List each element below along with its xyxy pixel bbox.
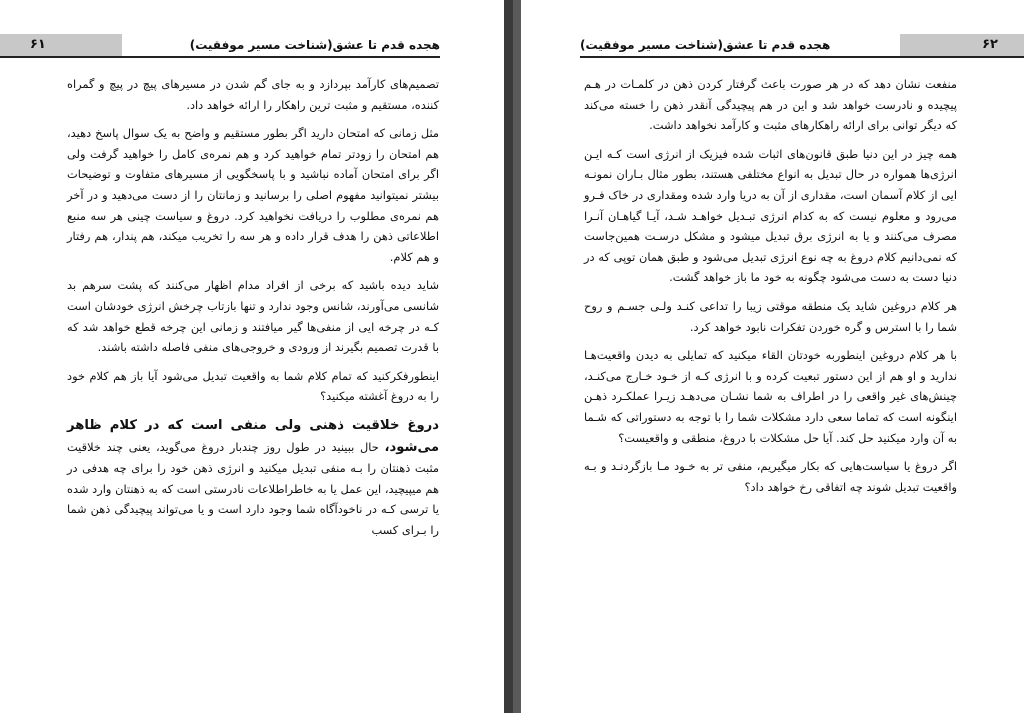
- right-page-body: [584, 74, 957, 505]
- book-gutter: [504, 0, 513, 713]
- right-header-title: هجده قدم تا عشق(شناخت مسیر موفقیت): [580, 38, 831, 52]
- bold-lead-sentence: دروغ خلاقیت ذهنی ولی منفی است که در کلام ظاهر می‌شود،: [67, 417, 439, 455]
- right-page-number: ۶۲: [900, 34, 1024, 56]
- paragraph: اگر دروغ یا سیاست‌هایی که بکار میگیریم، منفی تر به خـود مـا بازگردنـد و بـه واقعیت تبدیل شوند چه اتفاقی رخ خواهد داد؟: [584, 459, 957, 494]
- paragraph: مثل زمانی که امتحان دارید اگر بطور مستقیم و واضح به یک سوال پاسخ دهید، هم امتحان را زودتر تمام خواهید کرد و هم نمره‌ی کامل را خواهید گرفت ولی اگر برای امتحان آماده نباشید و با پاسخگویی از مسیرهای متفاوت و توضیحات بیشتر نمیتوانید مفهوم اصلی را برسانید و زمانتان را از دست می‌دهید و در آخر هم نمره‌ی مطلوب را دریافت نخواهید کرد. دروغ و سیاست چینی هر سه منبع اطلاعاتی ذهن را هدف قرار داده و هر سه را تخریب میکند، هم پندار، هم رفتار و هم کلام.: [67, 126, 439, 264]
- right-page-header: [580, 34, 1024, 58]
- left-page-number: ۶۱: [0, 34, 122, 56]
- paragraph: شاید دیده باشید که برخی از افراد مدام اظهار می‌کنند که پشت سرهم بد شانسی می‌آورند، شانس وجود ندارد و تنها بازتاب چرخش انرژی خودشان است کـه در چرخه ایی از منفی‌ها گیر میافتند و زمانی این چرخه قطع خواهد شد که با قدرت تصمیم بگیرند از ورودی و خروجی‌های منفی فاصله داشته باشند.: [67, 278, 439, 355]
- paragraph: [67, 415, 439, 541]
- header-rule: [0, 56, 440, 58]
- left-page-header: [0, 34, 440, 58]
- paragraph: منفعت نشان دهد که در هر صورت باعث گرفتار کردن ذهن در کلمـات در هـم پیچیده و نادرست خواهد شد و این در هم پیچیدگی آنقدر ذهن را خسته می‌کند که دیگر توانی برای ارائه راهکارهای مثبت و کارآمد نخواهد داشت.: [584, 77, 957, 133]
- paragraph: هر کلام دروغین شاید یک منطقه موقتی زیبا را تداعی کنـد ولـی جسـم و روح شما را با استرس و گره خوردن تفکرات نابود خواهد کرد.: [584, 298, 957, 334]
- left-page-body: [67, 74, 439, 548]
- paragraph: اینطورفکرکنید که تمام کلام شما به واقعیت تبدیل می‌شود آیا باز هم کلام خود را به دروغ آغشته میکنید؟: [67, 368, 439, 404]
- paragraph: همه چیز در این دنیا طبق قانون‌های اثبات شده فیزیک از انرژی است کـه ایـن انرژی‌ها همواره در حال تبدیل به انواع مختلفی هستند، بطور مثال بـاران نمونـه ایی از کلام آسمان است، مقداری از آن به دریا وارد شده ومقداری در خاک فـرو می‌رود و معلوم نیست که به کدام انرژی تبـدیل خواهـد شـد، آیـا گیاهـان آنـرا مصرف می‌کنند و یا به انرژی برق تبدیل میشود و مشکل درسـت همین‌جاست که نمی‌دانیم کلام دروغ به چه نوع انرژی تبدیل می‌شود و طبق همان توپی که در دنیا دست به دست می‌شود چگونه به خود ما باز خواهد گشت.: [584, 146, 957, 285]
- paragraph-continuation: حال ببینید در طول روز چندبار دروغ می‌گوید، یعنی چند خلاقیت مثبت ذهنتان را بـه منفی تبدیل میکنید و انرژی ذهن خود را برای چه هدفی در هم میپیچید، این عمل یا به خاطراطلاعات نادرستی است که به ذهنتان وارد شده یا ترسی کـه در ناخودآگاه شما وجود دارد است و یا می‌تواند پیچیدگی ذهن شما را بـرای کسب: [67, 439, 439, 537]
- left-header-title: هجده قدم تا عشق(شناخت مسیر موفقیت): [189, 38, 440, 52]
- book-gutter-shadow: [513, 0, 521, 713]
- paragraph: تصمیم‌های کارآمد بپردازد و به جای گم شدن در مسیرهای پیچ در پیچ و گمراه کننده، مستقیم و مثبت ترین راهکار را ارائه خواهد داد.: [67, 77, 439, 112]
- paragraph: با هر کلام دروغین اینطوربه خودتان القاء میکنید که تمایلی به دیدن واقعیت‌هـا ندارید و او هم از این دستور تبعیت کرده و با انرژی کـه از خـود خـارج می‌کنـد، چینش‌های غیر واقعی را در اطراف به شما نشـان می‌دهـد زیـرا عملکـرد ذهـن اینگونه است که تماما سعی دارد مشکلات شما را با توجه به دستوراتی که شـما به آن وارد میکنید حل کند. آیا حل مشکلات با دروغ، منطقی و واقعیست؟: [584, 348, 957, 445]
- header-rule: [580, 56, 1024, 58]
